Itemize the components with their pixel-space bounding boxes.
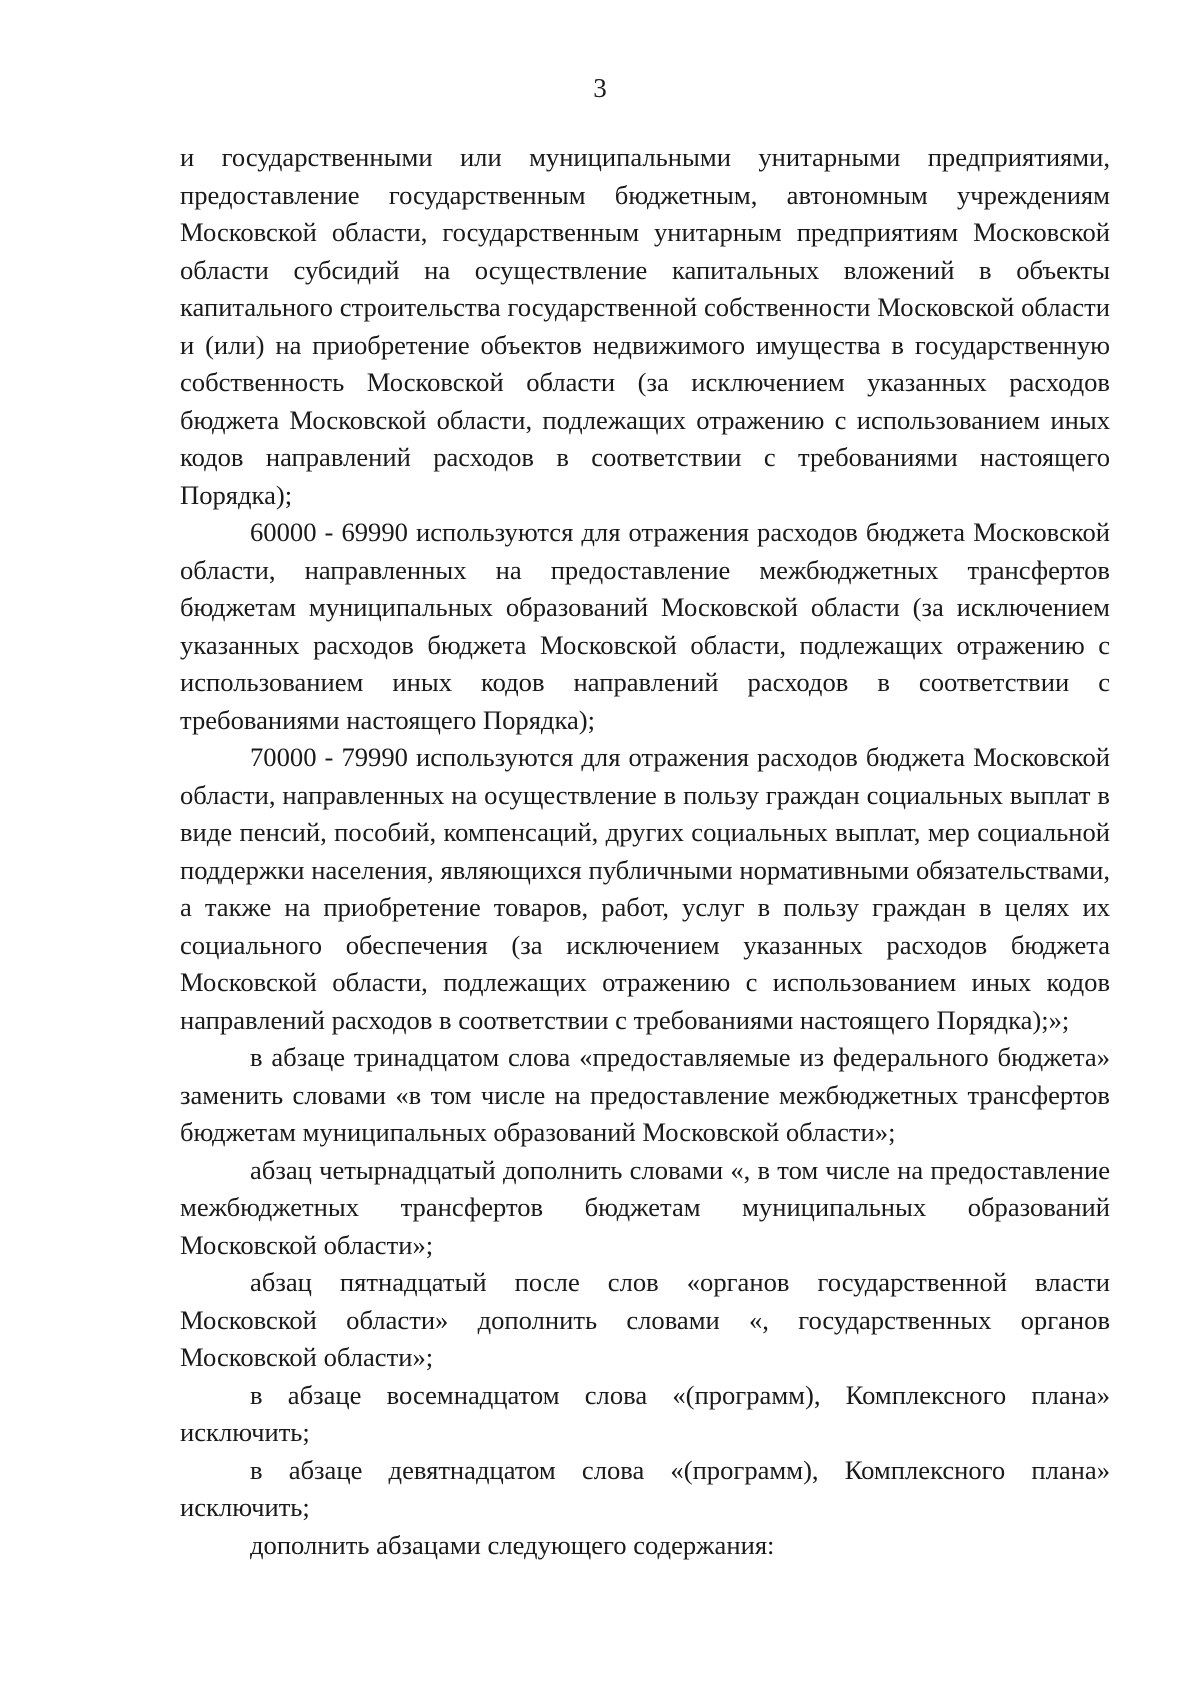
- document-body: [180, 139, 1110, 1564]
- paragraph-codes-60000: 60000 - 69990 используются для отражения расходов бюджета Московской области, направленных на предоставление межбюджетных трансфертов бюджетам муниципальных образований Московской области (за исключением указанных расходов бюджета Московской области, подлежащих отражению с использованием иных кодов направлений расходов в соответствии с требованиями настоящего Порядка);: [180, 517, 1110, 735]
- paragraph-continuation: и государственными или муниципальными унитарными предприятиями, предоставление государственным бюджетным, автономным учреждениям Московской области, государственным унитарным предприятиям Московской области субсидий на осуществление капитальных вложений в объекты капитального строительства государственной собственности Московской области и (или) на приобретение объектов недвижимого имущества в государственную собственность Московской области (за исключением указанных расходов бюджета Московской области, подлежащих отражению с использованием иных кодов направлений расходов в соответствии с требованиями настоящего Порядка);: [180, 142, 1110, 510]
- page-number: 3: [593, 73, 607, 103]
- paragraph-13-amendment: в абзаце тринадцатом слова «предоставляемые из федерального бюджета» заменить словами «в том числе на предоставление межбюджетных трансфертов бюджетам муниципальных образований Московской области»;: [180, 1042, 1110, 1147]
- paragraph-codes-70000: 70000 - 79990 используются для отражения расходов бюджета Московской области, направленных на осуществление в пользу граждан социальных выплат в виде пенсий, пособий, компенсаций, других социальных выплат, мер социальной поддержки населения, являющихся публичными нормативными обязательствами, а также на приобретение товаров, работ, услуг в пользу граждан в целях их социального обеспечения (за исключением указанных расходов бюджета Московской области, подлежащих отражению с использованием иных кодов направлений расходов в соответствии с требованиями настоящего Порядка);»;: [180, 742, 1110, 1035]
- paragraph-15-amendment: абзац пятнадцатый после слов «органов государственной власти Московской области» дополнить словами «, государственных органов Московской области»;: [180, 1267, 1110, 1372]
- paragraph-add-intro: дополнить абзацами следующего содержания:: [250, 1529, 775, 1560]
- paragraph-18-amendment: в абзаце восемнадцатом слова «(программ), Комплексного плана» исключить;: [180, 1379, 1110, 1447]
- paragraph-14-amendment: абзац четырнадцатый дополнить словами «, в том числе на предоставление межбюджетных трансфертов бюджетам муниципальных образований Московской области»;: [180, 1154, 1110, 1260]
- paragraph-19-amendment: в абзаце девятнадцатом слова «(программ), Комплексного плана» исключить;: [180, 1454, 1110, 1522]
